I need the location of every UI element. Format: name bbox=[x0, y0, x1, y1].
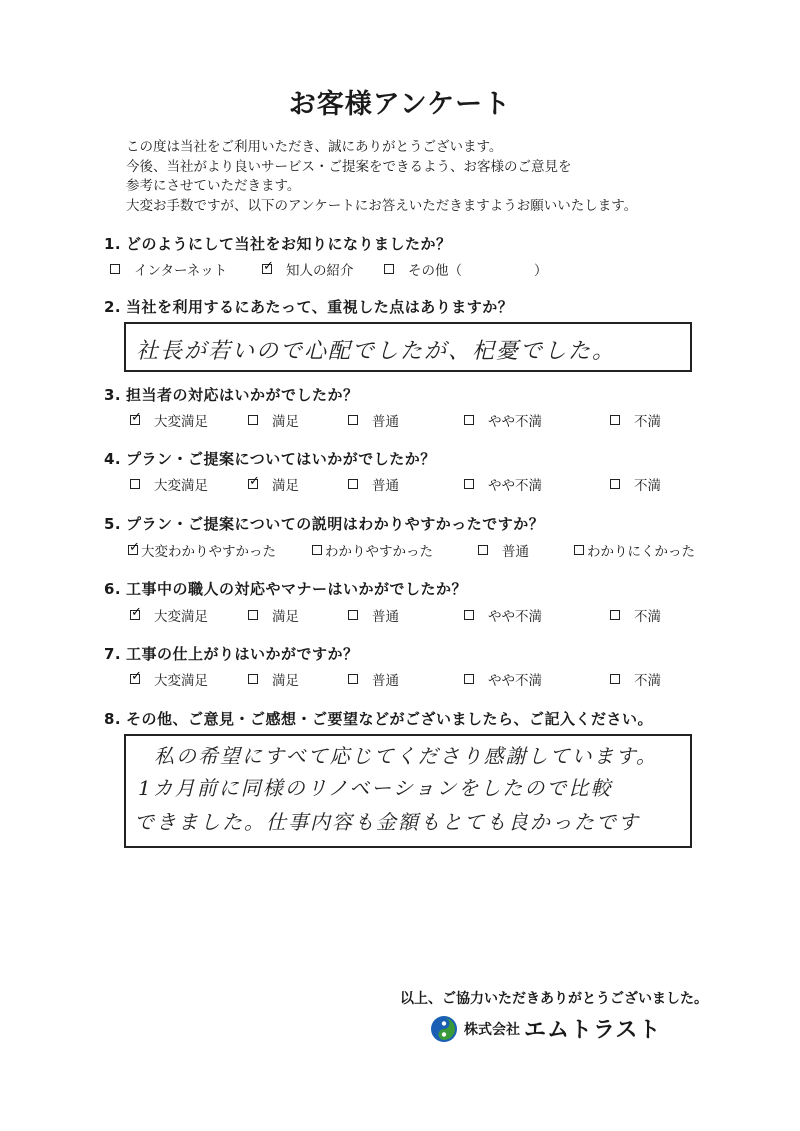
checkbox[interactable] bbox=[248, 610, 258, 620]
q5-option-neutral[interactable] bbox=[478, 540, 529, 560]
option-label-close: ） bbox=[534, 263, 548, 279]
option-label: 満足 bbox=[272, 673, 299, 689]
q5-option-clear[interactable] bbox=[312, 540, 433, 560]
intro-line: 参考にさせていただきます。 bbox=[126, 178, 301, 194]
checkbox[interactable] bbox=[248, 415, 258, 425]
question-number: 1. bbox=[104, 235, 122, 253]
option-label: 知人の紹介 bbox=[286, 263, 354, 279]
checkbox[interactable] bbox=[348, 610, 358, 620]
checkbox[interactable] bbox=[248, 674, 258, 684]
q4-option-somewhat-dissatisfied[interactable] bbox=[464, 474, 542, 494]
question-2 bbox=[104, 296, 513, 317]
option-label: 不満 bbox=[634, 414, 661, 430]
q1-option-referral[interactable] bbox=[262, 259, 354, 279]
q2-answer-box[interactable] bbox=[124, 322, 692, 372]
question-text: 工事の仕上がりはいかがですか？ bbox=[126, 645, 359, 663]
option-label: やや不満 bbox=[488, 414, 542, 430]
question-6 bbox=[104, 578, 467, 599]
q3-option-satisfied[interactable] bbox=[248, 410, 299, 430]
check-mark-icon: ✓ bbox=[131, 669, 142, 684]
checkbox[interactable] bbox=[610, 674, 620, 684]
checkbox[interactable] bbox=[464, 674, 474, 684]
option-label: インターネット bbox=[134, 263, 228, 279]
q3-option-neutral[interactable] bbox=[348, 410, 399, 430]
question-number: 6. bbox=[104, 580, 122, 598]
question-3 bbox=[104, 384, 359, 405]
question-number: 3. bbox=[104, 386, 122, 404]
checkbox[interactable] bbox=[610, 415, 620, 425]
company-logo bbox=[430, 1013, 661, 1044]
option-label: 普通 bbox=[372, 478, 399, 494]
checkbox[interactable] bbox=[110, 264, 120, 274]
company-brand: エムトラスト bbox=[524, 1018, 662, 1043]
option-label: 大変わかりやすかった bbox=[141, 544, 276, 560]
page-title: お客様アンケート bbox=[288, 89, 512, 120]
q3-option-somewhat-dissatisfied[interactable] bbox=[464, 410, 542, 430]
q6-option-satisfied[interactable] bbox=[248, 605, 299, 625]
q4-option-dissatisfied[interactable] bbox=[610, 474, 661, 494]
question-number: 2. bbox=[104, 298, 122, 316]
question-number: 7. bbox=[104, 645, 122, 663]
checkbox[interactable] bbox=[464, 479, 474, 489]
q6-option-somewhat-dissatisfied[interactable] bbox=[464, 605, 542, 625]
question-text: プラン・ご提案についてはいかがでしたか？ bbox=[126, 450, 436, 468]
option-label: わかりやすかった bbox=[325, 544, 433, 560]
option-label: 普通 bbox=[372, 673, 399, 689]
intro-line: 大変お手数ですが、以下のアンケートにお答えいただきますようお願いいたします。 bbox=[126, 197, 638, 214]
q8-answer-line: 私の希望にすべて応じてくださり感謝しています。 bbox=[154, 744, 658, 768]
option-label: やや不満 bbox=[488, 673, 542, 689]
question-8 bbox=[104, 708, 653, 729]
option-label: 満足 bbox=[272, 414, 299, 430]
question-5 bbox=[104, 513, 544, 534]
check-mark-icon: ✓ bbox=[263, 259, 274, 274]
checkbox[interactable] bbox=[262, 259, 274, 274]
q3-option-very-satisfied[interactable] bbox=[130, 410, 208, 430]
checkbox[interactable] bbox=[478, 545, 488, 555]
intro-line: 今後、当社がより良いサービス・ご提案をできるよう、お客様のご意見を bbox=[126, 158, 572, 175]
checkbox[interactable] bbox=[130, 669, 142, 684]
question-text: どのようにして当社をお知りになりましたか？ bbox=[126, 235, 452, 253]
intro-line: この度は当社をご利用いただき、誠にありがとうございます。 bbox=[126, 139, 503, 155]
q7-option-very-satisfied[interactable] bbox=[130, 669, 208, 689]
option-label: 不満 bbox=[634, 609, 661, 625]
option-label: 満足 bbox=[272, 609, 299, 625]
q4-option-neutral[interactable] bbox=[348, 474, 399, 494]
check-mark-icon: ✓ bbox=[249, 474, 260, 489]
checkbox[interactable] bbox=[348, 479, 358, 489]
option-label: わかりにくかった bbox=[587, 544, 695, 560]
q5-option-very-clear[interactable] bbox=[128, 540, 276, 560]
option-label: 大変満足 bbox=[154, 673, 208, 689]
q6-option-neutral[interactable] bbox=[348, 605, 399, 625]
q8-answer-line: 1カ月前に同様のリノベーションをしたので比較 bbox=[138, 776, 613, 800]
check-mark-icon: ✓ bbox=[131, 605, 142, 620]
checkbox[interactable] bbox=[130, 410, 142, 425]
q3-option-dissatisfied[interactable] bbox=[610, 410, 661, 430]
question-text: 工事中の職人の対応やマナーはいかがでしたか？ bbox=[126, 580, 468, 598]
option-label: 普通 bbox=[372, 609, 399, 625]
question-text: プラン・ご提案についての説明はわかりやすかったですか？ bbox=[126, 515, 545, 533]
checkbox[interactable] bbox=[130, 605, 142, 620]
checkbox[interactable] bbox=[464, 415, 474, 425]
option-label: 満足 bbox=[272, 478, 299, 494]
q6-option-very-satisfied[interactable] bbox=[130, 605, 208, 625]
q7-option-satisfied[interactable] bbox=[248, 669, 299, 689]
question-number: 5. bbox=[104, 515, 122, 533]
q1-option-other[interactable] bbox=[384, 259, 548, 279]
question-7 bbox=[104, 643, 359, 664]
q5-option-unclear[interactable] bbox=[574, 540, 695, 560]
intro-text bbox=[126, 138, 726, 216]
option-label: 大変満足 bbox=[154, 478, 208, 494]
option-label: やや不満 bbox=[488, 609, 542, 625]
q4-option-satisfied[interactable] bbox=[248, 474, 299, 494]
q4-option-very-satisfied[interactable] bbox=[130, 474, 208, 494]
question-text: 担当者の対応はいかがでしたか？ bbox=[126, 386, 359, 404]
closing-message: 以上、ご協力いただきありがとうございました。 bbox=[400, 991, 708, 1007]
option-label: 普通 bbox=[372, 414, 399, 430]
q8-answer-line: できました。仕事内容も金額もとても良かったです bbox=[134, 810, 640, 834]
checkbox[interactable] bbox=[384, 264, 394, 274]
option-label: 大変満足 bbox=[154, 609, 208, 625]
checkbox[interactable] bbox=[464, 610, 474, 620]
option-label: 普通 bbox=[502, 544, 529, 560]
checkbox[interactable] bbox=[128, 540, 140, 555]
option-label: やや不満 bbox=[488, 478, 542, 494]
q7-option-dissatisfied[interactable] bbox=[610, 669, 661, 689]
q2-answer-text: 社長が若いので心配でしたが、杞憂でした。 bbox=[136, 339, 617, 364]
question-text: 当社を利用するにあたって、重視した点はありますか？ bbox=[126, 298, 514, 316]
question-1 bbox=[104, 233, 452, 254]
q7-option-neutral[interactable] bbox=[348, 669, 399, 689]
q8-answer-box[interactable] bbox=[124, 734, 692, 848]
question-4 bbox=[104, 448, 436, 469]
checkbox[interactable] bbox=[348, 415, 358, 425]
q7-option-somewhat-dissatisfied[interactable] bbox=[464, 669, 542, 689]
question-number: 8. bbox=[104, 710, 122, 728]
question-number: 4. bbox=[104, 450, 122, 468]
checkbox[interactable] bbox=[574, 545, 584, 555]
checkbox[interactable] bbox=[348, 674, 358, 684]
checkbox[interactable] bbox=[312, 545, 322, 555]
check-mark-icon: ✓ bbox=[131, 410, 142, 425]
option-label: 不満 bbox=[634, 478, 661, 494]
q6-option-dissatisfied[interactable] bbox=[610, 605, 661, 625]
company-prefix: 株式会社 bbox=[464, 1021, 520, 1038]
option-label: 不満 bbox=[634, 673, 661, 689]
check-mark-icon: ✓ bbox=[129, 540, 140, 555]
checkbox[interactable] bbox=[130, 479, 140, 489]
question-text: その他、ご意見・ご感想・ご要望などがございましたら、ご記入ください。 bbox=[126, 710, 654, 728]
option-label: 大変満足 bbox=[154, 414, 208, 430]
q1-option-internet[interactable] bbox=[110, 259, 227, 279]
company-logo-icon bbox=[430, 1015, 458, 1043]
option-label: その他（ bbox=[408, 263, 462, 279]
checkbox[interactable] bbox=[610, 610, 620, 620]
checkbox[interactable] bbox=[610, 479, 620, 489]
checkbox[interactable] bbox=[248, 474, 260, 489]
